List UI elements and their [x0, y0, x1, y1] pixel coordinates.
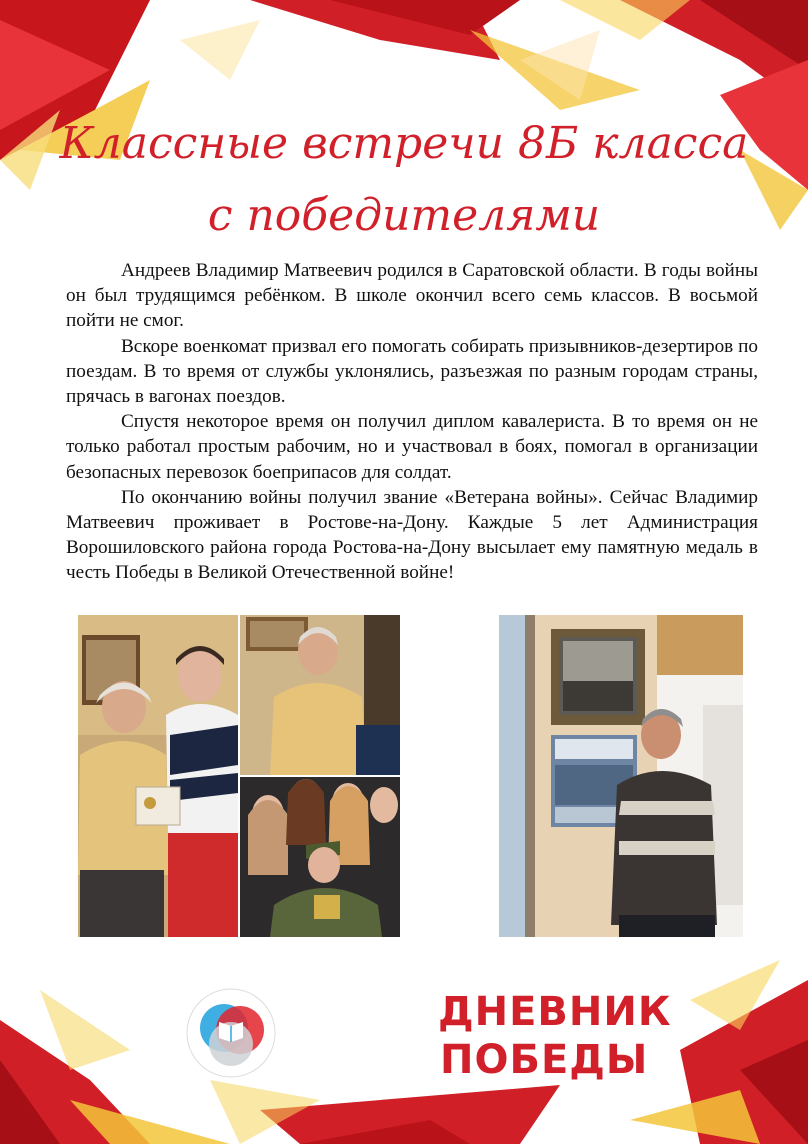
title-line-2: с победителями	[207, 190, 601, 241]
logo-emblem	[186, 988, 276, 1078]
brand-line-1: ДНЕВНИК	[438, 989, 672, 1035]
article-body	[66, 258, 758, 586]
brand-line-2: ПОБЕДЫ	[440, 1037, 649, 1083]
paragraph-1: Андреев Владимир Матвеевич родился в Саратовской области. В годы войны он был трудящимся ребёнком. В школе окончил всего семь классов. В восьмой пойти не смог.	[66, 260, 758, 332]
page-title	[0, 108, 808, 252]
paragraph-3: Спустя некоторое время он получил диплом кавалериста. В то время он не только работал простым рабочим, но и участвовал в боях, помогал в организации безопасных перевозок боеприпасов для солдат.	[66, 411, 758, 483]
photo-collage	[78, 615, 400, 937]
brand-logo-text	[438, 988, 672, 1084]
paragraph-2: Вскоре военкомат призвал его помогать собирать призывников-дезертиров по поездам. В то время от службы уклонялись, разъезжая по разным городам страны, прячась в вагонах поездов.	[66, 335, 758, 408]
photo-veteran-at-wall	[499, 615, 743, 937]
paragraph-4: По окончанию войны получил звание «Ветерана войны». Сейчас Владимир Матвеевич проживает в Ростове-на-Дону. Каждые 5 лет Администрация Ворошиловского района города Ростова-на-Дону высылает ему памятную медаль в честь Победы в Великой Отечественной войне!	[66, 486, 758, 584]
title-line-1: Классные встречи 8Б класса	[59, 118, 749, 169]
